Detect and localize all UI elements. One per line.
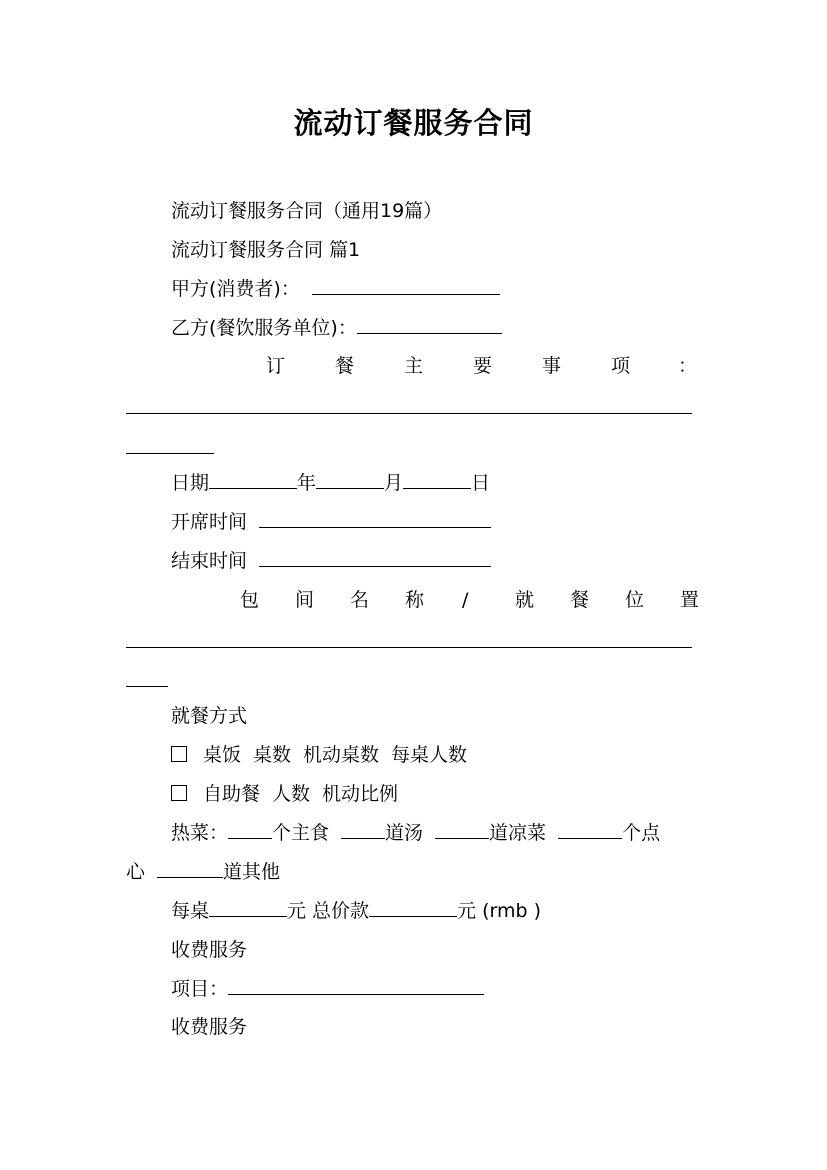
option-2-row [171,779,398,809]
start-time-label: 开席时间 [171,511,248,533]
hot-dish-row [171,818,660,848]
order-items-label [0,351,827,381]
hot-dish-unit-3: 道凉菜 [489,822,547,844]
party-b-blank[interactable] [357,315,502,334]
room-blank-line[interactable] [126,647,692,648]
end-time-row [171,546,491,576]
fee-service-1: 收费服务 [171,939,248,961]
checkbox[interactable] [171,785,187,801]
staple-blank[interactable] [341,820,385,839]
option-1-a: 桌饭 [203,744,242,766]
order-items-blank-line[interactable] [126,413,692,414]
party-b-label: 乙方(餐饮服务单位)： [171,317,357,339]
hot-dish-unit-1: 个主食 [272,822,330,844]
room-label-char: 位 [625,589,645,611]
price-yuan-2: 元 (rmb ) [457,900,542,922]
order-items-char: 要 [473,355,493,377]
option-1-row [171,740,467,770]
fee-service-2: 收费服务 [171,1016,248,1038]
order-items-char: 主 [404,355,424,377]
option-2-a: 自助餐 [203,783,261,805]
item-row [171,974,484,1004]
dining-method: 就餐方式 [171,705,248,727]
price-yuan-1: 元 总价款 [287,900,370,922]
per-table-blank[interactable] [209,898,287,917]
order-items-char: 事 [542,355,562,377]
option-1-c: 机动桌数 [303,744,380,766]
total-price-blank[interactable] [369,898,457,917]
price-row [171,896,541,926]
hot-dish-unit-5: 道其他 [223,861,281,883]
room-label-char: 置 [680,589,700,611]
document-title: 流动订餐服务合同 [293,106,534,140]
checkbox[interactable] [171,746,187,762]
room-label-char: 间 [295,589,315,611]
order-items-char: 项 [611,355,631,377]
hot-dish-cont-row [126,857,280,887]
option-1-b: 桌数 [253,744,292,766]
day-blank[interactable] [403,470,471,489]
room-label [0,585,827,615]
room-label-char: 就 [515,589,535,611]
hot-dish-cont-prefix: 心 [126,861,146,883]
option-1-d: 每桌人数 [391,744,468,766]
end-time-blank[interactable] [259,548,491,567]
section-heading: 流动订餐服务合同 篇1 [171,239,361,261]
dessert-blank[interactable] [157,859,223,878]
hot-dish-unit-2: 道汤 [385,822,424,844]
room-label-char: 包 [240,589,260,611]
room-label-char: 称 [405,589,425,611]
cold-dish-blank[interactable] [558,820,622,839]
day-label: 日 [471,472,491,494]
party-a-blank[interactable] [312,276,500,295]
order-items-blank-line[interactable] [126,453,214,454]
soup-blank[interactable] [435,820,489,839]
room-blank-line[interactable] [126,686,168,687]
order-items-char: ： [678,355,698,377]
price-per-table: 每桌 [171,900,210,922]
month-blank[interactable] [316,470,384,489]
month-label: 月 [384,472,404,494]
room-label-char: 餐 [570,589,590,611]
item-label: 项目： [171,978,229,1000]
order-items-char: 餐 [335,355,355,377]
room-label-char: 名 [350,589,370,611]
date-row [171,468,490,498]
room-label-char: / [462,589,469,611]
party-a-row [171,274,500,304]
start-time-row [171,507,491,537]
party-b-row [171,313,502,343]
hot-dish-blank[interactable] [228,820,272,839]
hot-dish-label: 热菜： [171,822,229,844]
hot-dish-unit-4: 个点 [622,822,661,844]
end-time-label: 结束时间 [171,550,248,572]
option-2-c: 机动比例 [322,783,399,805]
item-blank[interactable] [228,976,484,995]
year-blank[interactable] [209,470,297,489]
document-subtitle: 流动订餐服务合同（通用19篇） [171,200,443,222]
option-2-b: 人数 [272,783,311,805]
year-label: 年 [297,472,317,494]
order-items-char: 订 [266,355,286,377]
party-a-label: 甲方(消费者)： [171,278,300,300]
date-label: 日期 [171,472,210,494]
start-time-blank[interactable] [259,509,491,528]
